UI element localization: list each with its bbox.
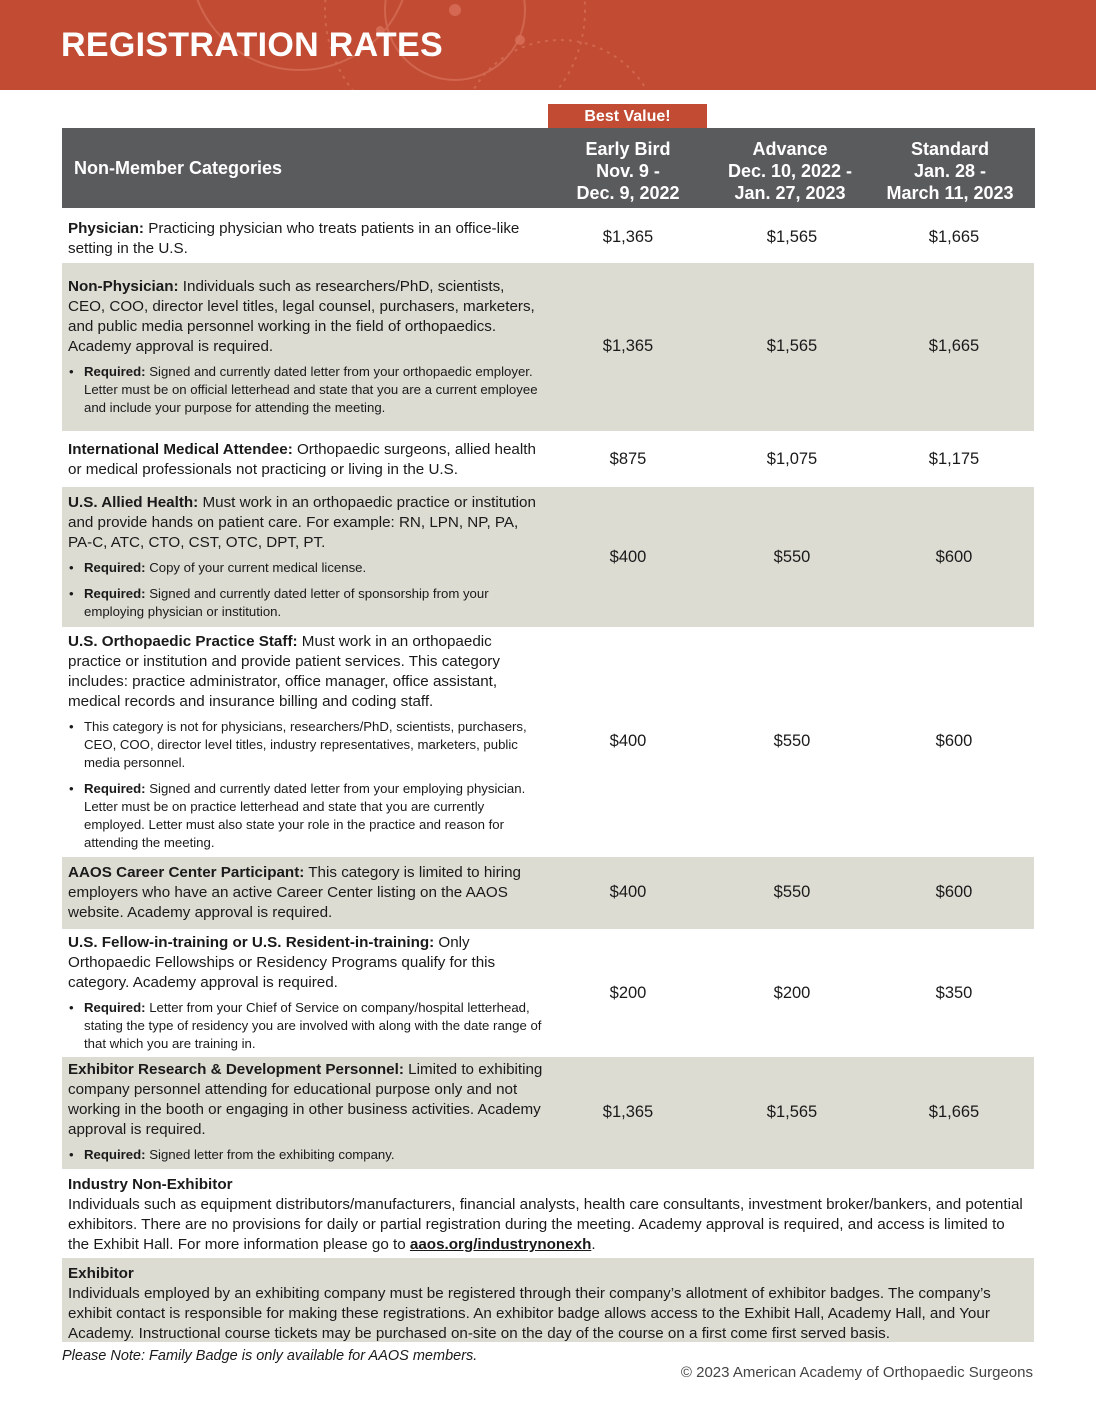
price-standard: $1,665 (928, 228, 980, 246)
price-advance: $550 (773, 732, 811, 750)
section-title: Exhibitor (68, 1265, 134, 1282)
exhibitor-section (62, 1258, 1034, 1342)
price-advance: $1,565 (766, 228, 818, 246)
table-row (62, 627, 1034, 857)
category-header: Non-Member Categories (74, 158, 283, 178)
price-early-bird: $1,365 (602, 228, 654, 246)
price-early-bird: $400 (609, 883, 647, 901)
table-row (62, 431, 1034, 487)
price-standard: $600 (935, 548, 973, 566)
price-early-bird: $400 (609, 732, 647, 750)
requirement-bullet: • Required: Letter from your Chief of Service on company/hospital letterhead, stating the type of residency you are involved with along with the date range of that which you are training in. (68, 999, 544, 1053)
row-description: U.S. Allied Health: Must work in an orthopaedic practice or institution and provide hands on patient care. For example: RN, LPN, NP, PA, PA-C, ATC, CTO, CST, OTC, DPT, PT. • Required: Copy of your current medical license. • Required: Signed and currently dated letter of sponsorship from your employing physician or institution. (68, 493, 544, 621)
table-row (62, 929, 1034, 1057)
price-early-bird: $400 (609, 548, 647, 566)
price-standard: $1,175 (928, 450, 980, 468)
price-early-bird: $200 (609, 984, 647, 1002)
price-early-bird: $1,365 (602, 1103, 654, 1121)
table-row (62, 857, 1034, 929)
price-early-bird: $1,365 (602, 337, 654, 355)
price-advance: $200 (773, 984, 811, 1002)
page-title: REGISTRATION RATES (61, 26, 443, 64)
family-badge-note: Please Note: Family Badge is only available for AAOS members. (62, 1348, 478, 1364)
table-row (62, 208, 1034, 263)
table-row (62, 263, 1034, 431)
price-standard: $600 (935, 883, 973, 901)
requirement-bullet: • Required: Signed and currently dated letter from your employing physician. Letter must be on practice letterhead and state that you are currently employed. Letter must also state your role in the practice and reason for attending the meeting. (68, 780, 544, 852)
price-standard: $1,665 (928, 1103, 980, 1121)
price-advance: $550 (773, 548, 811, 566)
table-row (62, 1057, 1034, 1169)
price-early-bird: $875 (609, 450, 647, 468)
price-standard: $600 (935, 732, 973, 750)
requirement-bullet: • Required: Copy of your current medical license. (68, 559, 544, 577)
best-value-badge: Best Value! (548, 104, 707, 130)
price-advance: $1,075 (766, 450, 818, 468)
section-text: Individuals such as equipment distributors/manufacturers, financial analysts, health care consultants, investment broker/bankers, and potential exhibitors. There are no provisions for daily or partial registration during the meeting. Academy approval is required, and access is limited to the Exhibit Hall. For more information please go to aaos.org/industrynonexh. (68, 1196, 1023, 1253)
price-standard: $1,665 (928, 337, 980, 355)
column-header-standard: Standard Jan. 28 - March 11, 2023 (886, 139, 1014, 203)
row-description: Exhibitor Research & Development Personnel: Limited to exhibiting company personnel attending for educational purpose only and not working in the booth or engaging in other business activities. Academy approval is required. • Required: Signed letter from the exhibiting company. (68, 1060, 544, 1164)
row-description: AAOS Career Center Participant: This category is limited to hiring employers who have an active Career Center listing on the AAOS website. Academy approval is required. (68, 864, 521, 921)
header-banner (0, 0, 1096, 90)
section-title: Industry Non-Exhibitor (68, 1176, 233, 1193)
requirement-bullet: • This category is not for physicians, researchers/PhD, scientists, purchasers, CEO, COO, director level titles, industry representatives, marketers, public media personnel. (68, 718, 544, 772)
section-text: Individuals employed by an exhibiting company must be registered through their company’s allotment of exhibitor badges. The company’s exhibit contact is responsible for making these registrations. An exhibitor badge allows access to the Exhibit Hall, Academy Hall, and Your Academy. Instructional course tickets may be purchased on-site on the day of the course on a first come first served basis. (68, 1285, 991, 1342)
requirement-bullet: • Required: Signed and currently dated letter of sponsorship from your employing physician or institution. (68, 585, 544, 621)
price-standard: $350 (935, 984, 973, 1002)
row-description: International Medical Attendee: Orthopaedic surgeons, allied health or medical professionals not practicing or living in the U.S. (68, 441, 536, 478)
column-header-early-bird: Early Bird Nov. 9 - Dec. 9, 2022 (576, 139, 680, 203)
price-advance: $1,565 (766, 1103, 818, 1121)
column-header-advance: Advance Dec. 10, 2022 - Jan. 27, 2023 (727, 139, 853, 203)
price-advance: $1,565 (766, 337, 818, 355)
table-header (62, 128, 1035, 208)
table-row (62, 487, 1034, 627)
industry-link[interactable]: aaos.org/industrynonexh (409, 1236, 592, 1253)
requirement-bullet: • Required: Signed and currently dated letter from your orthopaedic employer. Letter must be on official letterhead and state that you are a current employee and include your purpose for attending the meeting. (68, 363, 544, 417)
industry-non-exhibitor-section (62, 1169, 1034, 1257)
row-description: U.S. Fellow-in-training or U.S. Resident-in-training: Only Orthopaedic Fellowships or Residency Programs qualify for this category. Academy approval is required. • Required: Letter from your Chief of Service on company/hospital letterhead, stating the type of residency you are involved with along with the date range of that which you are training in. (68, 933, 544, 1053)
price-advance: $550 (773, 883, 811, 901)
row-description: Physician: Practicing physician who treats patients in an office-like setting in the U.S. (68, 220, 520, 257)
requirement-bullet: • Required: Signed letter from the exhibiting company. (68, 1146, 544, 1164)
row-description: Non-Physician: Individuals such as researchers/PhD, scientists, CEO, COO, director level titles, legal counsel, purchasers, marketers, and public media personnel working in the field of orthopaedics. Academy approval is required. • Required: Signed and currently dated letter from your orthopaedic employer. Letter must be on official letterhead and state that you are a current employee and include your purpose for attending the meeting. (68, 277, 544, 417)
copyright: © 2023 American Academy of Orthopaedic Surgeons (680, 1364, 1033, 1381)
row-description: U.S. Orthopaedic Practice Staff: Must work in an orthopaedic practice or institution and provide patient services. This category includes: practice administrator, office manager, office assistant, medical records and insurance billing and coding staff. • This category is not for physicians, researchers/PhD, scientists, purchasers, CEO, COO, director level titles, industry representatives, marketers, public media personnel. • Required: Signed and currently dated letter from your employing physician. Letter must be on practice letterhead and state that you are currently employed. Letter must also state your role in the practice and reason for attending the meeting. (68, 632, 544, 852)
